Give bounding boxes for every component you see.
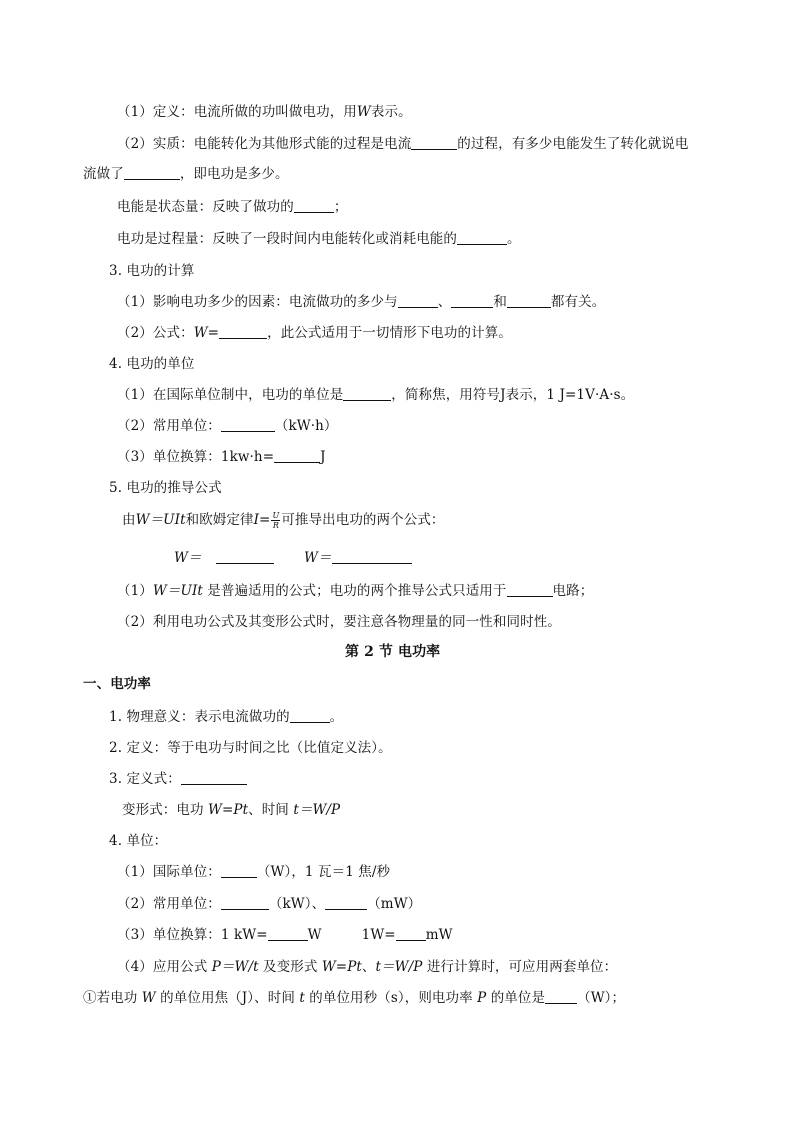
calc-heading: 3. 电功的计算 bbox=[109, 263, 195, 279]
unit-conversion: （3）单位换算：1kw·h= J bbox=[117, 449, 326, 465]
fill-blank[interactable] bbox=[343, 386, 391, 401]
fill-blank[interactable] bbox=[411, 135, 457, 150]
section-title: 第 2 节 电功率 bbox=[345, 644, 441, 660]
power-si-unit: （1）国际单位： （W），1 瓦＝1 焦/秒 bbox=[117, 864, 391, 880]
fill-blank[interactable] bbox=[396, 926, 426, 941]
formula-note-2: （2）利用电功公式及其变形公式时，要注意各物理量的同一性和同时性。 bbox=[117, 614, 561, 630]
work-nature-continued: 流做了 ，即电功是多少。 bbox=[83, 166, 289, 182]
fill-blank[interactable] bbox=[451, 293, 493, 308]
derived-heading: 5. 电功的推导公式 bbox=[109, 480, 222, 496]
work-formula: （2）公式：W= ，此公式适用于一切情形下电功的计算。 bbox=[117, 325, 512, 341]
unit-heading: 4. 电功的单位 bbox=[109, 356, 195, 372]
power-common-units: （2）常用单位： （kW）、 （mW） bbox=[117, 896, 422, 912]
process-quantity-note: 电功是过程量：反映了一段时间内电能转化或消耗电能的 。 bbox=[117, 231, 521, 247]
fill-blank[interactable] bbox=[457, 230, 507, 245]
fill-blank[interactable] bbox=[332, 549, 412, 564]
fill-blank[interactable] bbox=[221, 417, 275, 432]
work-nature: （2）实质：电能转化为其他形式能的过程是电流 的过程，有多少电能发生了转化就说电 bbox=[117, 136, 689, 152]
fill-blank[interactable] bbox=[268, 926, 308, 941]
fill-blank[interactable] bbox=[274, 448, 320, 463]
derived-intro: 由W＝UIt和欧姆定律I= $\frac{U}{R}$ 可推导出电功的两个公式： bbox=[122, 511, 445, 530]
fill-blank[interactable] bbox=[398, 293, 438, 308]
fill-blank[interactable] bbox=[219, 324, 267, 339]
work-factors: （1）影响电功多少的因素：电流做功的多少与 、 和 都有关。 bbox=[117, 294, 606, 310]
fill-blank[interactable] bbox=[507, 582, 553, 597]
fill-blank[interactable] bbox=[124, 165, 180, 180]
fill-blank[interactable] bbox=[294, 198, 334, 213]
power-def-formula: 3. 定义式： bbox=[109, 770, 247, 788]
power-apply-note: （4）应用公式 P＝W/t 及变形式 W=Pt、t＝W/P 进行计算时，可应用两套单位： bbox=[117, 959, 618, 975]
fill-blank[interactable] bbox=[181, 770, 247, 785]
power-unit-heading: 4. 单位： bbox=[109, 833, 168, 849]
power-unit-case-1: ①若电功 W 的单位用焦（J）、时间 t 的单位用秒（s），则电功率 P 的单位是 （W）； bbox=[83, 990, 626, 1006]
state-quantity-note: 电能是状态量：反映了做功的 ； bbox=[117, 199, 348, 215]
power-variant: 变形式：电功 W=Pt、时间 t＝W/P bbox=[122, 802, 341, 818]
fill-blank[interactable] bbox=[507, 293, 551, 308]
fill-blank[interactable] bbox=[545, 989, 577, 1004]
derived-formula-1: W＝ bbox=[174, 549, 274, 567]
formula-note-1: （1）W＝UIt 是普遍适用的公式；电功的两个推导公式只适用于 电路； bbox=[117, 583, 594, 599]
si-unit: （1）在国际单位制中，电功的单位是 ，简称焦，用符号J表示，1 J=1V·A·s。 bbox=[117, 387, 635, 403]
power-meaning: 1. 物理意义：表示电流做功的 。 bbox=[109, 709, 344, 725]
derived-formula-2: W＝ bbox=[304, 549, 412, 567]
fill-blank[interactable] bbox=[221, 895, 269, 910]
power-heading: 一、电功率 bbox=[83, 676, 151, 692]
fill-blank[interactable] bbox=[290, 708, 330, 723]
fill-blank[interactable] bbox=[325, 895, 367, 910]
power-definition: 2. 定义：等于电功与时间之比（比值定义法）。 bbox=[109, 740, 392, 756]
fraction-u-over-r: $\frac{U}{R}$ bbox=[272, 511, 280, 530]
power-conversion: （3）单位换算：1 kW= W 1W= mW bbox=[117, 927, 453, 943]
work-definition: （1）定义：电流所做的功叫做电功，用W表示。 bbox=[117, 104, 412, 120]
fill-blank[interactable] bbox=[216, 549, 274, 564]
fill-blank[interactable] bbox=[221, 863, 257, 878]
common-unit: （2）常用单位： （kW·h） bbox=[117, 418, 338, 434]
